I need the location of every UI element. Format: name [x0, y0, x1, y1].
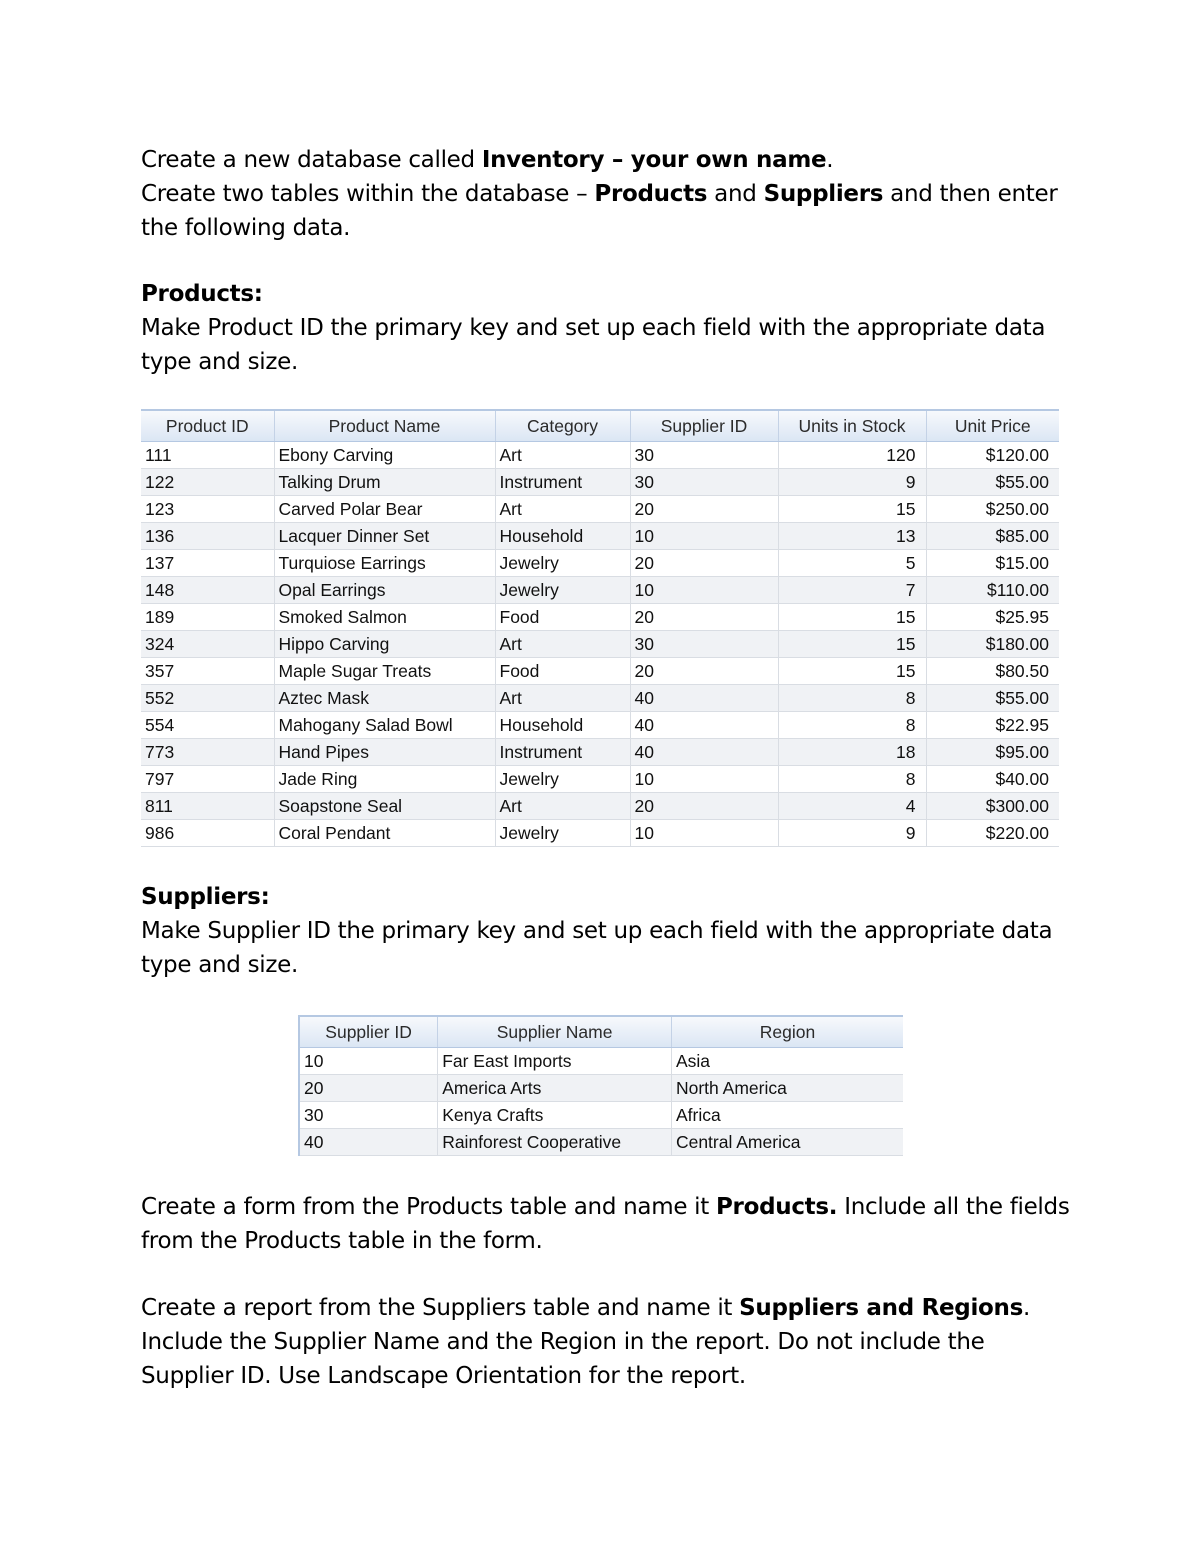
table-row	[141, 766, 1059, 793]
table-cell: 40	[630, 712, 778, 739]
table-cell: $15.00	[926, 550, 1059, 577]
column-header: Supplier ID	[299, 1016, 438, 1048]
table-cell: 797	[141, 766, 274, 793]
table-cell: America Arts	[438, 1075, 672, 1102]
table-cell: 10	[299, 1048, 438, 1075]
table-cell: $25.95	[926, 604, 1059, 631]
form-task-end: Include all the fields from the Products table in the form.	[141, 1194, 1070, 1254]
table-row	[141, 604, 1059, 631]
table-cell: Mahogany Salad Bowl	[274, 712, 495, 739]
table-cell: $80.50	[926, 658, 1059, 685]
table-cell: 136	[141, 523, 274, 550]
suppliers-table	[298, 1015, 903, 1156]
products-table-name: Products	[594, 181, 708, 207]
intro-paragraph	[141, 143, 1081, 245]
table-cell: $180.00	[926, 631, 1059, 658]
table-cell: 20	[630, 793, 778, 820]
table-cell: Instrument	[495, 469, 630, 496]
suppliers-table-name: Suppliers	[763, 181, 884, 207]
table-cell: 189	[141, 604, 274, 631]
table-row	[141, 685, 1059, 712]
table-cell: 30	[630, 631, 778, 658]
table-cell: North America	[671, 1075, 903, 1102]
table-cell: Household	[495, 523, 630, 550]
column-header: Supplier Name	[438, 1016, 672, 1048]
table-cell: 7	[778, 577, 926, 604]
table-cell: 148	[141, 577, 274, 604]
table-cell: 9	[778, 820, 926, 847]
table-cell: 554	[141, 712, 274, 739]
form-task-text: Create a form from the Products table and name it	[141, 1194, 716, 1220]
suppliers-table-body	[299, 1048, 903, 1156]
form-task-paragraph	[141, 1190, 1081, 1258]
table-cell: $250.00	[926, 496, 1059, 523]
table-cell: $220.00	[926, 820, 1059, 847]
column-header: Product Name	[274, 410, 495, 442]
products-header-row	[141, 410, 1059, 442]
table-cell: 5	[778, 550, 926, 577]
table-cell: Art	[495, 793, 630, 820]
column-header: Category	[495, 410, 630, 442]
table-row	[141, 496, 1059, 523]
intro-line2-text: Create two tables within the database –	[141, 181, 595, 207]
table-row	[141, 442, 1059, 469]
table-cell: 120	[778, 442, 926, 469]
table-cell: 15	[778, 496, 926, 523]
form-name: Products.	[716, 1194, 838, 1220]
products-table-body	[141, 442, 1059, 847]
intro-line2-and: and	[707, 181, 764, 207]
table-cell: Coral Pendant	[274, 820, 495, 847]
table-cell: Aztec Mask	[274, 685, 495, 712]
table-cell: 811	[141, 793, 274, 820]
column-header: Supplier ID	[630, 410, 778, 442]
table-cell: 20	[630, 604, 778, 631]
table-cell: Food	[495, 658, 630, 685]
table-row	[141, 469, 1059, 496]
table-row	[141, 631, 1059, 658]
table-cell: 10	[630, 766, 778, 793]
table-cell: $55.00	[926, 685, 1059, 712]
table-cell: 20	[630, 496, 778, 523]
table-cell: 40	[630, 739, 778, 766]
table-cell: Jewelry	[495, 550, 630, 577]
products-instruction: Make Product ID the primary key and set up each field with the appropriate data type and size.	[141, 315, 1046, 375]
table-cell: $85.00	[926, 523, 1059, 550]
table-cell: 111	[141, 442, 274, 469]
database-name: Inventory – your own name	[481, 147, 827, 173]
table-row	[299, 1048, 903, 1075]
table-cell: 9	[778, 469, 926, 496]
table-cell: Jewelry	[495, 820, 630, 847]
column-header: Product ID	[141, 410, 274, 442]
table-row	[141, 793, 1059, 820]
table-cell: Jewelry	[495, 766, 630, 793]
table-cell: Food	[495, 604, 630, 631]
table-cell: Hippo Carving	[274, 631, 495, 658]
table-cell: Turquiose Earrings	[274, 550, 495, 577]
table-cell: 773	[141, 739, 274, 766]
table-row	[299, 1102, 903, 1129]
table-cell: Opal Earrings	[274, 577, 495, 604]
table-cell: 30	[630, 469, 778, 496]
table-cell: Jewelry	[495, 577, 630, 604]
table-cell: Africa	[671, 1102, 903, 1129]
table-row	[141, 523, 1059, 550]
table-cell: Far East Imports	[438, 1048, 672, 1075]
table-cell: 123	[141, 496, 274, 523]
table-cell: $55.00	[926, 469, 1059, 496]
table-cell: 4	[778, 793, 926, 820]
report-task-text: Create a report from the Suppliers table and name it	[141, 1295, 740, 1321]
table-cell: Carved Polar Bear	[274, 496, 495, 523]
intro-line1-text: Create a new database called	[141, 147, 482, 173]
table-cell: 18	[778, 739, 926, 766]
table-cell: Lacquer Dinner Set	[274, 523, 495, 550]
table-cell: Instrument	[495, 739, 630, 766]
table-cell: $95.00	[926, 739, 1059, 766]
table-cell: 122	[141, 469, 274, 496]
intro-line1-end: .	[826, 147, 834, 173]
table-cell: 15	[778, 658, 926, 685]
table-cell: $110.00	[926, 577, 1059, 604]
table-cell: Smoked Salmon	[274, 604, 495, 631]
table-cell: 30	[630, 442, 778, 469]
table-row	[299, 1075, 903, 1102]
table-cell: $300.00	[926, 793, 1059, 820]
report-task-end: . Include the Supplier Name and the Region in the report. Do not include the Supplier ID. Use Landscape Orientation for the report.	[141, 1295, 1031, 1389]
products-table	[141, 409, 1059, 847]
table-row	[141, 577, 1059, 604]
table-cell: Kenya Crafts	[438, 1102, 672, 1129]
table-cell: 552	[141, 685, 274, 712]
table-row	[299, 1129, 903, 1156]
table-row	[141, 820, 1059, 847]
suppliers-header-row	[299, 1016, 903, 1048]
table-cell: 13	[778, 523, 926, 550]
table-cell: Jade Ring	[274, 766, 495, 793]
table-cell: $120.00	[926, 442, 1059, 469]
report-name: Suppliers and Regions	[739, 1295, 1024, 1321]
table-cell: Ebony Carving	[274, 442, 495, 469]
suppliers-section-text	[141, 880, 1081, 982]
table-cell: 40	[630, 685, 778, 712]
table-row	[141, 658, 1059, 685]
table-cell: 8	[778, 685, 926, 712]
table-cell: 15	[778, 604, 926, 631]
table-cell: Art	[495, 442, 630, 469]
table-cell: Hand Pipes	[274, 739, 495, 766]
table-row	[141, 550, 1059, 577]
column-header: Unit Price	[926, 410, 1059, 442]
table-cell: Art	[495, 496, 630, 523]
table-cell: 10	[630, 523, 778, 550]
products-section-text	[141, 277, 1081, 379]
intro-line2-end: and then enter the following data.	[141, 181, 1058, 241]
table-cell: 8	[778, 712, 926, 739]
suppliers-heading: Suppliers:	[141, 884, 270, 910]
column-header: Region	[671, 1016, 903, 1048]
table-cell: 986	[141, 820, 274, 847]
table-cell: 20	[630, 550, 778, 577]
suppliers-instruction: Make Supplier ID the primary key and set up each field with the appropriate data type and size.	[141, 918, 1053, 978]
table-cell: 324	[141, 631, 274, 658]
table-cell: Household	[495, 712, 630, 739]
table-cell: Asia	[671, 1048, 903, 1075]
table-cell: 20	[299, 1075, 438, 1102]
table-row	[141, 712, 1059, 739]
table-cell: 357	[141, 658, 274, 685]
table-cell: Central America	[671, 1129, 903, 1156]
table-cell: 10	[630, 820, 778, 847]
table-cell: Soapstone Seal	[274, 793, 495, 820]
products-heading: Products:	[141, 281, 263, 307]
table-cell: $22.95	[926, 712, 1059, 739]
table-cell: 40	[299, 1129, 438, 1156]
table-cell: 8	[778, 766, 926, 793]
table-cell: 137	[141, 550, 274, 577]
table-cell: 15	[778, 631, 926, 658]
report-task-paragraph	[141, 1291, 1081, 1393]
table-cell: Rainforest Cooperative	[438, 1129, 672, 1156]
table-cell: 30	[299, 1102, 438, 1129]
table-row	[141, 739, 1059, 766]
table-cell: 10	[630, 577, 778, 604]
column-header: Units in Stock	[778, 410, 926, 442]
table-cell: Art	[495, 685, 630, 712]
table-cell: Talking Drum	[274, 469, 495, 496]
table-cell: $40.00	[926, 766, 1059, 793]
table-cell: 20	[630, 658, 778, 685]
table-cell: Art	[495, 631, 630, 658]
table-cell: Maple Sugar Treats	[274, 658, 495, 685]
